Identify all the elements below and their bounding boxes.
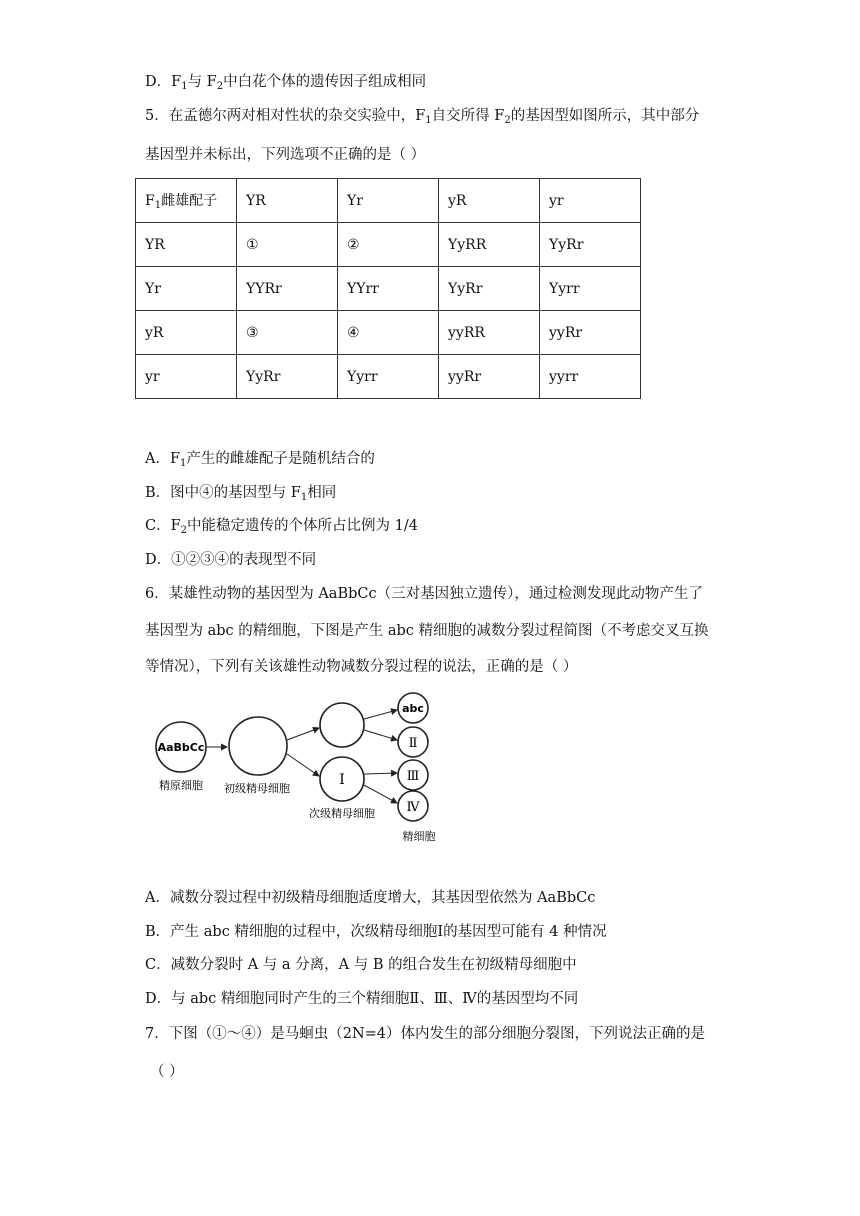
sperm-II-label: Ⅱ <box>408 736 418 751</box>
secondary-I-label: I <box>339 772 345 788</box>
table-row <box>136 311 641 355</box>
arrow <box>364 730 397 740</box>
table-cell: YyRr <box>540 223 641 267</box>
primary-spermatocyte-cell <box>229 717 287 775</box>
table-cell: ③ <box>237 311 338 355</box>
q7-stem-line1: 7．下图（①～④）是马蛔虫（2N=4）体内发生的部分细胞分裂图，下列说法正确的是 <box>145 1026 706 1042</box>
secondary-spermatocyte-label: 次级精母细胞 <box>309 807 375 820</box>
table-row <box>136 223 641 267</box>
arrow <box>287 728 319 740</box>
q7-stem-line2: （ ） <box>150 1064 184 1080</box>
arrow <box>364 710 397 719</box>
table-cell: yyrr <box>540 355 641 399</box>
table-cell: ② <box>338 223 439 267</box>
q6-option-b: B．产生 abc 精细胞的过程中，次级精母细胞Ⅰ的基因型可能有 4 种情况 <box>145 924 607 940</box>
table-header-cell: YR <box>237 179 338 223</box>
table-cell: YYrr <box>338 267 439 311</box>
q5-option-d: D．①②③④的表现型不同 <box>145 552 317 568</box>
table-cell: yyRr <box>439 355 540 399</box>
table-cell: Yyrr <box>338 355 439 399</box>
meiosis-diagram <box>145 688 455 848</box>
arrow <box>364 773 397 774</box>
q6-stem-line2: 基因型为 abc 的精细胞，下图是产生 abc 精细胞的减数分裂过程简图（不考虑交叉互换 <box>145 623 709 639</box>
q6-option-d: D．与 abc 精细胞同时产生的三个精细胞Ⅱ、Ⅲ、Ⅳ的基因型均不同 <box>145 991 579 1007</box>
table-row <box>136 355 641 399</box>
q5-option-c: C．$F_2$中能稳定遗传的个体所占比例为 1/4 <box>145 518 418 536</box>
q6-stem-line1: 6．某雄性动物的基因型为 AaBbCc（三对基因独立遗传），通过检测发现此动物产生了 <box>145 586 703 602</box>
table-row-label: yR <box>136 311 237 355</box>
table-cell: Yyrr <box>540 267 641 311</box>
table-cell: ④ <box>338 311 439 355</box>
q5-stem-line2: 基因型并未标出，下列选项不正确的是（ ） <box>145 147 426 163</box>
primary-spermatocyte-label: 初级精母细胞 <box>224 782 290 795</box>
sperm-IV-label: Ⅳ <box>406 800 420 815</box>
table-row-label: YR <box>136 223 237 267</box>
gamete-table <box>135 178 641 399</box>
arrow <box>287 754 319 776</box>
table-cell: YyRr <box>237 355 338 399</box>
table-header-cell: Yr <box>338 179 439 223</box>
table-row-label: yr <box>136 355 237 399</box>
table-row <box>136 267 641 311</box>
table-row-label: Yr <box>136 267 237 311</box>
q5-option-a: A．$F_1$产生的雌雄配子是随机结合的 <box>145 451 375 469</box>
spermatogonium-label: 精原细胞 <box>159 779 203 792</box>
table-header-row <box>136 179 641 223</box>
q5-stem-line1: 5．在孟德尔两对相对性状的杂交实验中，$F_1$自交所得 $F_2$的基因型如图所示，其中部分 <box>145 108 700 126</box>
secondary-spermatocyte-top <box>320 703 364 747</box>
q6-stem-line3: 等情况），下列有关该雄性动物减数分裂过程的说法，正确的是（ ） <box>145 659 578 675</box>
table-cell: YyRR <box>439 223 540 267</box>
sperm-III-label: Ⅲ <box>406 769 420 784</box>
arrow <box>364 785 397 803</box>
q6-option-a: A．减数分裂过程中初级精母细胞适度增大，其基因型依然为 AaBbCc <box>145 890 596 906</box>
table-header-cell: yr <box>540 179 641 223</box>
sperm-cells-label: 精细胞 <box>402 830 436 843</box>
table-cell: YYRr <box>237 267 338 311</box>
table-cell: yyRr <box>540 311 641 355</box>
table-header-cell: yR <box>439 179 540 223</box>
table-cell: ① <box>237 223 338 267</box>
q6-option-c: C．减数分裂时 A 与 a 分离，A 与 B 的组合发生在初级精母细胞中 <box>145 957 577 973</box>
sperm-abc-label: abc <box>402 702 424 715</box>
spermatogonium-genotype: AaBbCc <box>157 741 205 754</box>
q5-option-b: B．图中④的基因型与 $F_1$相同 <box>145 485 337 503</box>
table-corner-cell: $F_1$雌雄配子 <box>136 179 237 223</box>
table-cell: yyRR <box>439 311 540 355</box>
q4-option-d: D．$F_1$与 $F_2$中白花个体的遗传因子组成相同 <box>145 74 427 92</box>
table-cell: YyRr <box>439 267 540 311</box>
